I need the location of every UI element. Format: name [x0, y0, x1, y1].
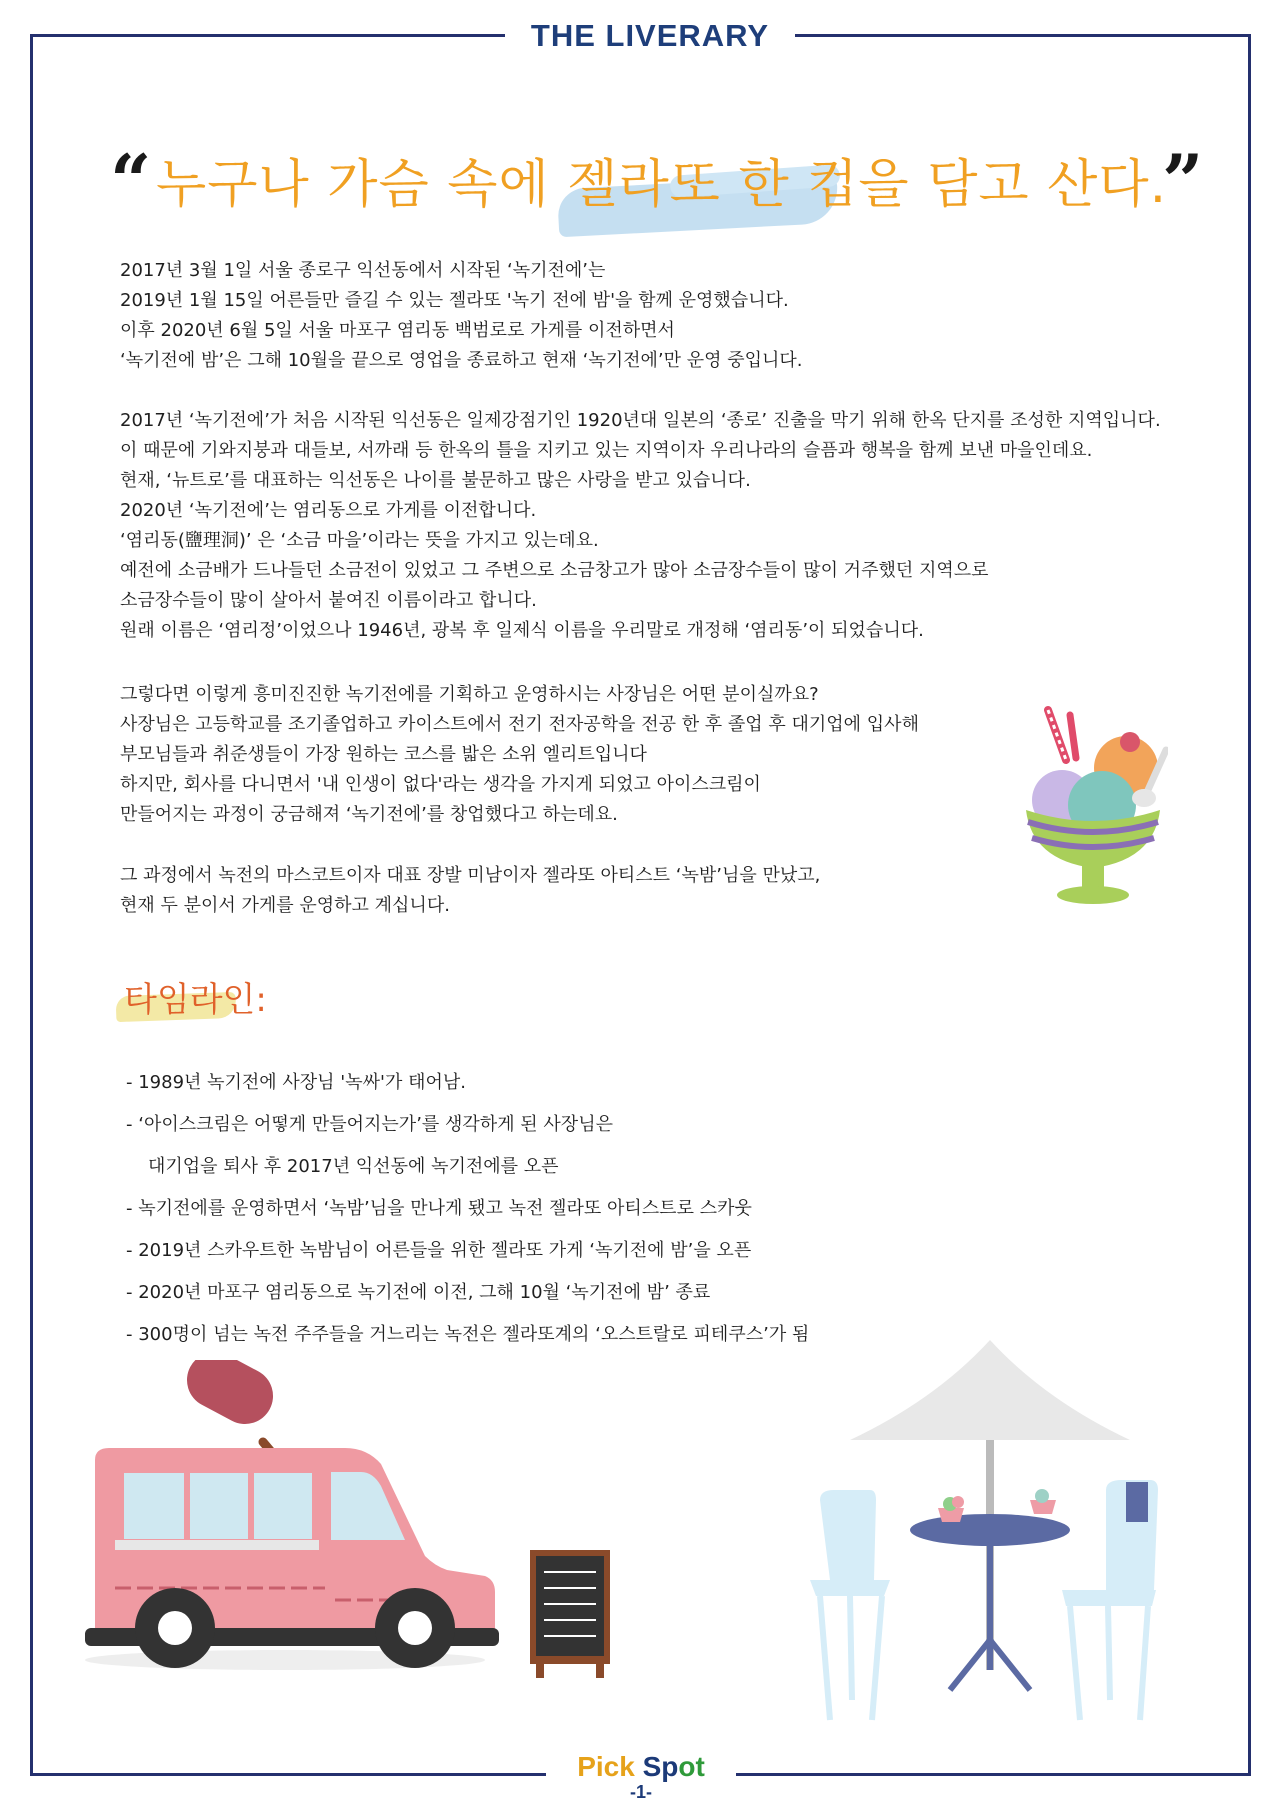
- text-line: 2017년 ‘녹기전에’가 처음 시작된 익선동은 일제강점기인 1920년대 일본의 ‘종로’ 진출을 막기 위해 한옥 단지를 조성한 지역입니다.: [120, 410, 1161, 431]
- text-line: 원래 이름은 ‘염리정’이었으나 1946년, 광복 후 일제식 이름을 우리말로 개정해 ‘염리동’이 되었습니다.: [120, 620, 924, 641]
- timeline-item: - 300명이 넘는 녹전 주주들을 거느리는 녹전은 젤라또계의 ‘오스트랄로 피테쿠스’가 됨: [126, 1324, 810, 1345]
- text-line: ‘염리동(鹽理洞)’ 은 ‘소금 마을’이라는 뜻을 가지고 있는데요.: [120, 530, 599, 551]
- text-line: 현재, ‘뉴트로’를 대표하는 익선동은 나이를 불문하고 많은 사랑을 받고 있습니다.: [120, 470, 751, 491]
- brand-part: Pick: [577, 1751, 643, 1782]
- timeline-item: - ‘아이스크림은 어떻게 만들어지는가’를 생각하게 된 사장님은: [126, 1114, 613, 1135]
- ice-cream-sundae-icon: [1018, 700, 1168, 910]
- text-line: 소금장수들이 많이 살아서 붙여진 이름이라고 합니다.: [120, 590, 537, 611]
- headline-text: 누구나 가슴 속에 젤라또 한 컵을 담고 산다.: [156, 155, 1168, 215]
- chalkboard-sign-icon: [530, 1550, 610, 1680]
- text-line: 그 과정에서 녹전의 마스코트이자 대표 장발 미남이자 젤라또 아티스트 ‘녹밤’님을 만났고,: [120, 865, 821, 886]
- paragraph-history: [120, 256, 1220, 376]
- text-line: 2017년 3월 1일 서울 종로구 익선동에서 시작된 ‘녹기전에’는: [120, 260, 606, 281]
- timeline-title: [116, 972, 286, 1032]
- text-line: 이 때문에 기와지붕과 대들보, 서까래 등 한옥의 틀을 지키고 있는 지역이자 우리나라의 슬픔과 행복을 함께 보낸 마을인데요.: [120, 440, 1093, 461]
- text-line: ‘녹기전에 밤’은 그해 10월을 끝으로 영업을 종료하고 현재 ‘녹기전에’만 운영 중입니다.: [120, 350, 803, 371]
- timeline-item: - 녹기전에를 운영하면서 ‘녹밤’님을 만나게 됐고 녹전 젤라또 아티스트로 스카웃: [126, 1198, 752, 1219]
- timeline-item: - 2019년 스카우트한 녹밤님이 어른들을 위한 젤라또 가게 ‘녹기전에 밤’을 오픈: [126, 1240, 752, 1261]
- timeline-list: [126, 1062, 809, 1356]
- headline: [110, 138, 1204, 230]
- brand-part: Sp: [642, 1751, 679, 1782]
- ice-cream-truck-icon: [85, 1360, 505, 1680]
- timeline-item: - 2020년 마포구 염리동으로 녹기전에 이전, 그해 10월 ‘녹기전에 밤’ 종료: [126, 1282, 711, 1303]
- cafe-umbrella-table-icon: [790, 1340, 1190, 1730]
- magazine-title: THE LIVERARY: [505, 14, 795, 58]
- text-line: 2019년 1월 15일 어른들만 즐길 수 있는 젤라또 '녹기 전에 밤'을 함께 운영했습니다.: [120, 290, 789, 311]
- text-line: 2020년 ‘녹기전에’는 염리동으로 가게를 이전합니다.: [120, 500, 537, 521]
- text-line: 만들어지는 과정이 궁금해져 ‘녹기전에’를 창업했다고 하는데요.: [120, 804, 618, 825]
- page-number: -1-: [630, 1782, 652, 1802]
- close-quote-icon: ”: [1162, 138, 1204, 223]
- text-line: 하지만, 회사를 다니면서 '내 인생이 없다'라는 생각을 가지게 되었고 아이스크림이: [120, 774, 761, 795]
- text-line: 사장님은 고등학교를 조기졸업하고 카이스트에서 전기 전자공학을 전공 한 후 졸업 후 대기업에 입사해: [120, 714, 919, 735]
- footer-logo: [546, 1752, 736, 1808]
- brand-part: ot: [678, 1751, 705, 1782]
- text-line: 현재 두 분이서 가게를 운영하고 계십니다.: [120, 895, 450, 916]
- open-quote-icon: “: [110, 138, 152, 223]
- text-line: 그렇다면 이렇게 흥미진진한 녹기전에를 기획하고 운영하시는 사장님은 어떤 분이실까요?: [120, 684, 819, 705]
- paragraph-neighborhoods: [120, 406, 1220, 646]
- text-line: 이후 2020년 6월 5일 서울 마포구 염리동 백범로로 가게를 이전하면서: [120, 320, 675, 341]
- text-line: 부모님들과 취준생들이 가장 원하는 코스를 밟은 소위 엘리트입니다: [120, 744, 647, 765]
- brand-name: [546, 1752, 736, 1782]
- timeline-title-text: 타임라인:: [124, 980, 267, 1020]
- text-line: 예전에 소금배가 드나들던 소금전이 있었고 그 주변으로 소금창고가 많아 소금장수들이 많이 거주했던 지역으로: [120, 560, 989, 581]
- timeline-item: 대기업을 퇴사 후 2017년 익선동에 녹기전에를 오픈: [148, 1156, 559, 1177]
- timeline-item: - 1989년 녹기전에 사장님 '녹싸'가 태어남.: [126, 1072, 466, 1093]
